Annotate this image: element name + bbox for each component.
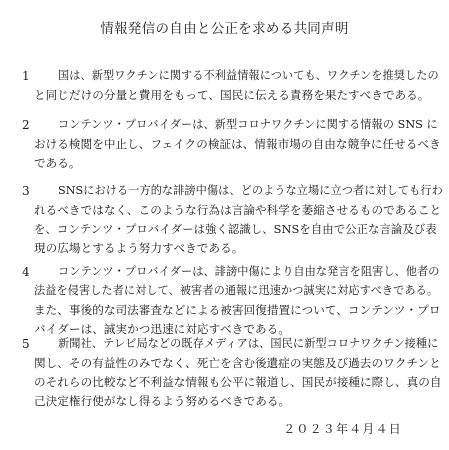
item-line: 法益を侵害した者に対して、被害者の通報に迅速かつ誠実に対応すべきである。 (34, 284, 439, 297)
item-line: れるべきではなく、このような行為は言論や科学を萎縮させるものであること (34, 203, 442, 217)
item-line: コンテンツ・プロバイダーは、新型コロナワクチンに関する情報の SNS に (58, 118, 438, 131)
item-line: と同じだけの分量と費用をもって、国民に伝える責務を果たすべきである。 (34, 88, 430, 102)
item-line: のそれらの比較など不利益な情報も公平に報道し、国民が接種に際し、真の自 (34, 375, 442, 389)
item-line: 現の広場とするよう努力すべきである。 (34, 241, 244, 255)
item-line: 己決定権行使がなし得るよう努めるべきである。 (34, 394, 291, 408)
item-line: バイダーは、誠実かつ迅速に対応すべきである。 (34, 322, 290, 336)
item-number: 2 (22, 118, 30, 132)
item-line: 国は、新型ワクチンに関する不利益情報についても、ワクチンを推奨したの (58, 69, 439, 82)
document-date: ２０２３年４月４日 (283, 422, 402, 436)
item-number: 5 (22, 337, 30, 351)
item-number: 1 (22, 69, 30, 83)
item-line: を、コンテンツ・プロバイダーは強く認識し、SNSを自由で公正な言論及び表 (34, 222, 437, 236)
item-line: コンテンツ・プロバイダーは、誹謗中傷により自由な発言を阻害し、他者の (58, 265, 440, 278)
item-number: 4 (22, 265, 30, 279)
item-line: おける検閲を中止し、フェイクの検証は、情報市場の自由な競争に任せるべき (34, 137, 441, 151)
item-line: また、事後的な司法審査などによる被害回復措置について、コンテンツ・プロ (34, 303, 441, 317)
item-number: 3 (22, 184, 30, 198)
item-line: 関し、その有益性のみでなく、死亡を含む後遺症の実態及び過去のワクチンと (34, 356, 441, 370)
item-line: 新聞社、テレビ局などの既存メディアは、国民に新型コロナワクチン接種に (58, 337, 439, 350)
item-line: SNSにおける一方的な誹謗中傷は、どのような立場に立つ者に対しても行わ (58, 184, 443, 197)
item-line: である。 (34, 156, 81, 170)
document-title: 情報発信の自由と公正を求める共同声明 (100, 21, 349, 37)
